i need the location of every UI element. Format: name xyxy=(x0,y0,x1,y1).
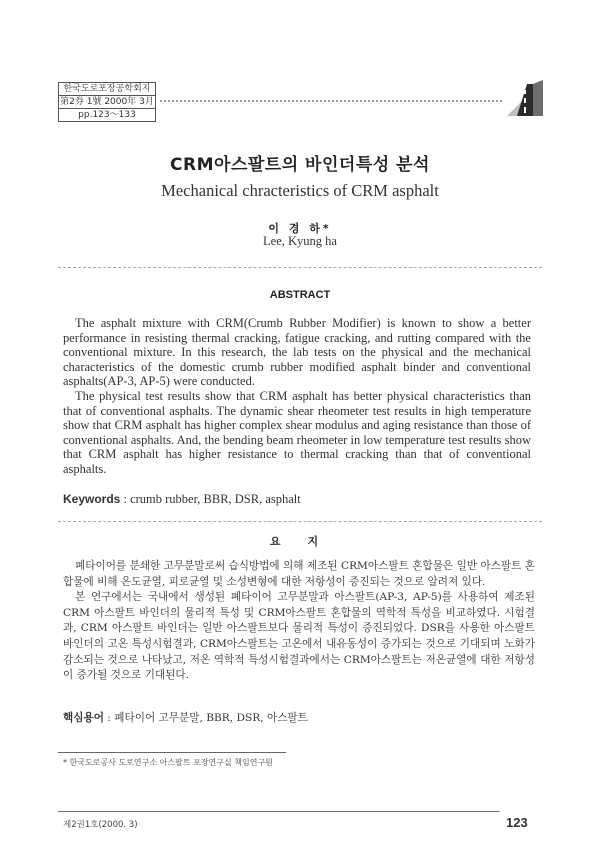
summary-paragraph: 본 연구에서는 국내에서 생성된 폐타이어 고무분말과 아스팔트(AP-3, AP-5)를 사용하여 제조된 CRM 아스팔트 바인더의 물리적 특성 및 CRM아스팔트 혼합물의 역학적 특성을 비교하였다. 시험결과, CRM 아스팔트 바인더는 일반 아스팔트보다 물리적 특성이 증진되었다. DSR을 사용한 아스팔트 바인더의 고온 특성시험결과, CRM아스팔트는 고온에서 내유동성이 증가되는 것으로 기대되며 노화가 감소되는 것으로 나타났고, 저온 역학적 특성시험결과에서는 CRM아스팔트는 저온균열에 대한 저항성이 증가될 것으로 기대된다. xyxy=(63,591,535,682)
author-english: Lee, Kyung ha xyxy=(263,234,337,248)
road-logo-icon xyxy=(503,76,547,120)
keywords-korean xyxy=(63,710,308,725)
journal-name: 한국도로포장공학회지 xyxy=(59,83,155,96)
summary-paragraph: 폐타이어를 분쇄한 고무분말로써 습식방법에 의해 제조된 CRM아스팔트 혼합물은 일반 아스팔트 혼합물에 비해 온도균열, 피로균열 및 소성변형에 대한 저항성이 증진되는 것으로 알려져 있다. xyxy=(63,560,535,588)
title-korean: CRM아스팔트의 바인더특성 분석 xyxy=(170,155,430,175)
summary-heading: 요 지 xyxy=(269,536,331,548)
summary-body xyxy=(63,559,535,684)
footnote-divider xyxy=(58,752,286,753)
abstract-heading: ABSTRACT xyxy=(269,289,331,301)
keywords-korean-text: : 폐타이어 고무분말, BBR, DSR, 아스팔트 xyxy=(103,712,308,724)
abstract-paragraph: The physical test results show that CRM asphalt has better physical characteristics than that of conventional asphalts. The dynamic shear rheometer test results in high temperature show that CRM asphalt has higher complex shear modulus and aging resistance than those of conventional asphalts. And, the bending beam rheometer in low temperature test results show that CRM asphalt has higher resistance to thermal cracking than that of conventional asphalts. xyxy=(63,388,531,476)
author-korean: 이 경 하* xyxy=(268,222,332,235)
footer-divider xyxy=(58,811,500,812)
abstract-paragraph: The asphalt mixture with CRM(Crumb Rubber Modifier) is known to show a better performance in resisting thermal cracking, fatigue cracking, and rutting compared with the conventional mixture. In this research, the lab tests on the physical and the mechanical characteristics of the domestic crumb rubber modified asphalt binder and conventional asphalts(AP-3, AP-5) were conducted. xyxy=(63,316,531,389)
journal-pages: pp.123～133 xyxy=(78,110,136,120)
header-dotted-line xyxy=(160,100,502,102)
divider xyxy=(58,267,542,268)
journal-issue: 第2券 1號 2000年 3月 xyxy=(60,97,154,107)
footer-issue: 제2권1호(2000. 3) xyxy=(63,820,138,830)
footnote: * 한국도로공사 도로연구소 아스팔트 포장연구실 책임연구원 xyxy=(63,758,273,767)
keywords xyxy=(63,492,301,507)
keywords-text: : crumb rubber, BBR, DSR, asphalt xyxy=(120,492,301,506)
abstract-body xyxy=(63,316,531,477)
keywords-korean-label: 핵심용어 xyxy=(63,712,104,724)
journal-info-box xyxy=(58,82,156,122)
keywords-label: Keywords xyxy=(63,492,121,506)
title-english: Mechanical chracteristics of CRM asphalt xyxy=(161,181,439,200)
divider xyxy=(58,521,542,522)
page-number: 123 xyxy=(506,815,528,830)
